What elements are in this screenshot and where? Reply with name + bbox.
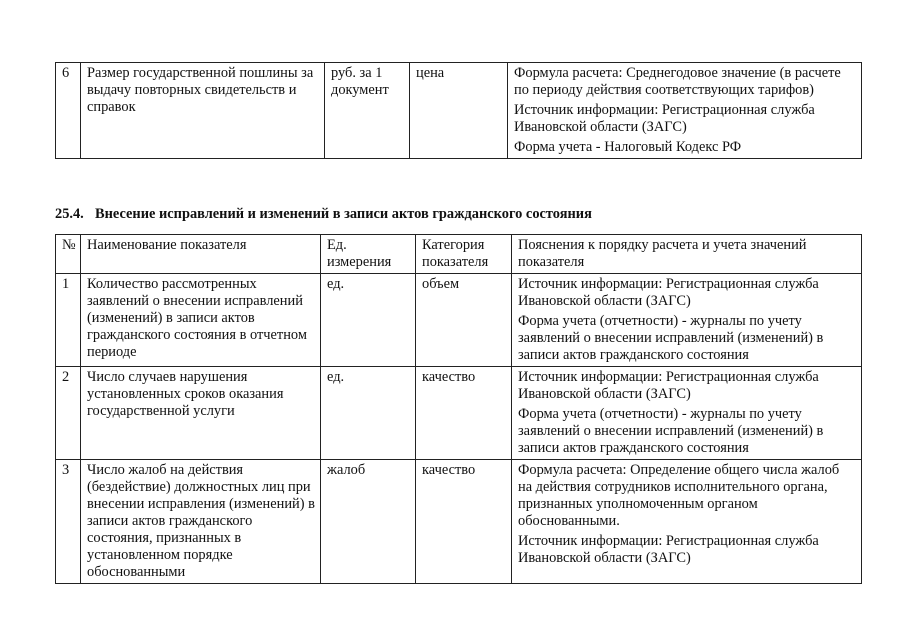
indicator-category: объем [416,274,512,367]
indicator-name: Количество рассмотренных заявлений о внесении исправлений (изменений) в записи актов гражданского состояния в отчетном периоде [81,274,321,367]
explanation-cell [512,367,862,460]
indicator-name: Число жалоб на действия (бездействие) должностных лиц при внесении исправления (изменений) в записи актов гражданского состояния, признанных в установленном порядке обоснованными [81,460,321,584]
section-title: Внесение исправлений и изменений в записи актов гражданского состояния [95,206,592,222]
explanation-paragraph: Источник информации: Регистрационная служба Ивановской области (ЗАГС) [514,102,815,135]
row-number: 2 [56,367,81,460]
unit-of-measure: ед. [321,274,416,367]
explanation-paragraph: Форма учета (отчетности) - журналы по учету заявлений о внесении исправлений (изменений) в записи актов гражданского состояния [518,406,824,456]
explanation-paragraph: Источник информации: Регистрационная служба Ивановской области (ЗАГС) [518,276,819,309]
table-row [56,460,862,584]
row-number: 3 [56,460,81,584]
row-number: 1 [56,274,81,367]
indicator-name: Число случаев нарушения установленных сроков оказания государственной услуги [81,367,321,460]
table-row [56,63,862,159]
explanation-paragraph: Формула расчета: Среднегодовое значение (в расчете по периоду действия соответствующих тарифов) [514,65,841,98]
header-category: Категория показателя [416,235,512,274]
indicator-name: Размер государственной пошлины за выдачу повторных свидетельств и справок [81,63,325,159]
indicator-category: качество [416,367,512,460]
explanation-cell [512,274,862,367]
header-name: Наименование показателя [81,235,321,274]
unit-of-measure: руб. за 1 документ [325,63,410,159]
explanation-paragraph: Источник информации: Регистрационная служба Ивановской области (ЗАГС) [518,533,819,566]
explanation-paragraph: Формула расчета: Определение общего числа жалоб на действия сотрудников исполнительного органа, признанных уполномоченным органом обоснованными. [518,462,840,529]
unit-of-measure: ед. [321,367,416,460]
explanation-cell [508,63,862,159]
indicator-category: качество [416,460,512,584]
explanation-cell [512,460,862,584]
header-explanation: Пояснения к порядку расчета и учета значений показателя [512,235,862,274]
explanation-paragraph: Форма учета (отчетности) - журналы по учету заявлений о внесении исправлений (изменений) в записи актов гражданского состояния [518,313,824,363]
header-unit: Ед. измерения [321,235,416,274]
header-num: № [56,235,81,274]
table-row [56,274,862,367]
table-row [56,367,862,460]
explanation-paragraph: Источник информации: Регистрационная служба Ивановской области (ЗАГС) [518,369,819,402]
row-number: 6 [56,63,81,159]
section-heading [55,206,592,223]
indicators-table [55,234,862,584]
unit-of-measure: жалоб [321,460,416,584]
explanation-paragraph: Форма учета - Налоговый Кодекс РФ [514,139,742,155]
table-header-row [56,235,862,274]
continued-table [55,62,862,159]
indicator-category: цена [410,63,508,159]
section-number: 25.4. [55,206,84,222]
